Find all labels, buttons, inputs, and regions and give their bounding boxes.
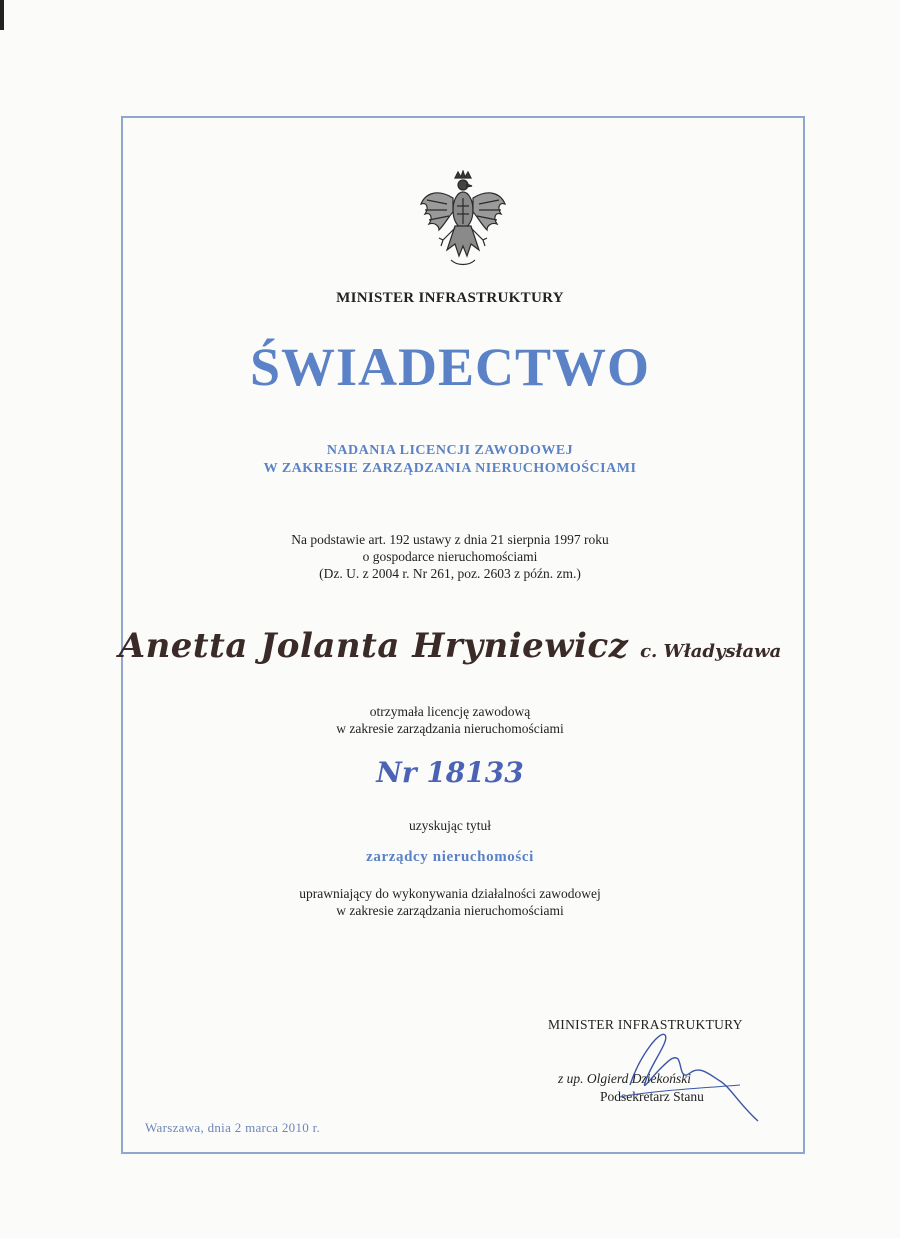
certificate-subtitle: [0, 442, 900, 478]
license-number: Nr 18133: [376, 756, 524, 789]
signatory-position: Podsekretarz Stanu: [600, 1089, 704, 1104]
signatory-name: z up. Olgierd Dziekoński: [558, 1071, 691, 1086]
received-line-2: w zakresie zarządzania nieruchomościami: [336, 721, 564, 736]
subtitle-line-2: W ZAKRESIE ZARZĄDZANIA NIERUCHOMOŚCIAMI: [263, 461, 637, 476]
entitlement-line-2: w zakresie zarządzania nieruchomościami: [336, 903, 564, 918]
legal-basis: [0, 531, 900, 582]
legal-basis-line-3: (Dz. U. z 2004 r. Nr 261, poz. 2603 z późn. zm.): [319, 566, 581, 581]
holder-father-name: c. Władysława: [640, 641, 782, 662]
place-and-date: Warszawa, dnia 2 marca 2010 r.: [145, 1120, 321, 1135]
legal-basis-line-2: o gospodarce nieruchomościami: [362, 549, 538, 564]
obtaining-title-text: uzyskując tytuł: [408, 818, 492, 833]
polish-eagle-emblem-icon: [417, 170, 509, 270]
received-statement: [0, 703, 900, 737]
handwritten-signature: [590, 1025, 770, 1125]
ministry-header: MINISTER INFRASTRUKTURY: [336, 290, 564, 306]
subtitle-line-1: NADANIA LICENCJI ZAWODOWEJ: [326, 443, 574, 458]
received-line-1: otrzymała licencję zawodową: [369, 704, 531, 719]
holder-name-row: [0, 626, 900, 666]
professional-title: zarządcy nieruchomości: [366, 849, 534, 865]
entitlement-line-1: uprawniający do wykonywania działalności zawodowej: [299, 886, 601, 901]
entitlement-statement: [0, 885, 900, 919]
legal-basis-line-1: Na podstawie art. 192 ustawy z dnia 21 sierpnia 1997 roku: [291, 532, 609, 547]
certificate-title: ŚWIADECTWO: [249, 337, 651, 397]
holder-name: Anetta Jolanta Hryniewicz: [118, 626, 629, 666]
signatory-office: MINISTER INFRASTRUKTURY: [548, 1017, 743, 1032]
scan-edge-mark: [0, 0, 4, 30]
